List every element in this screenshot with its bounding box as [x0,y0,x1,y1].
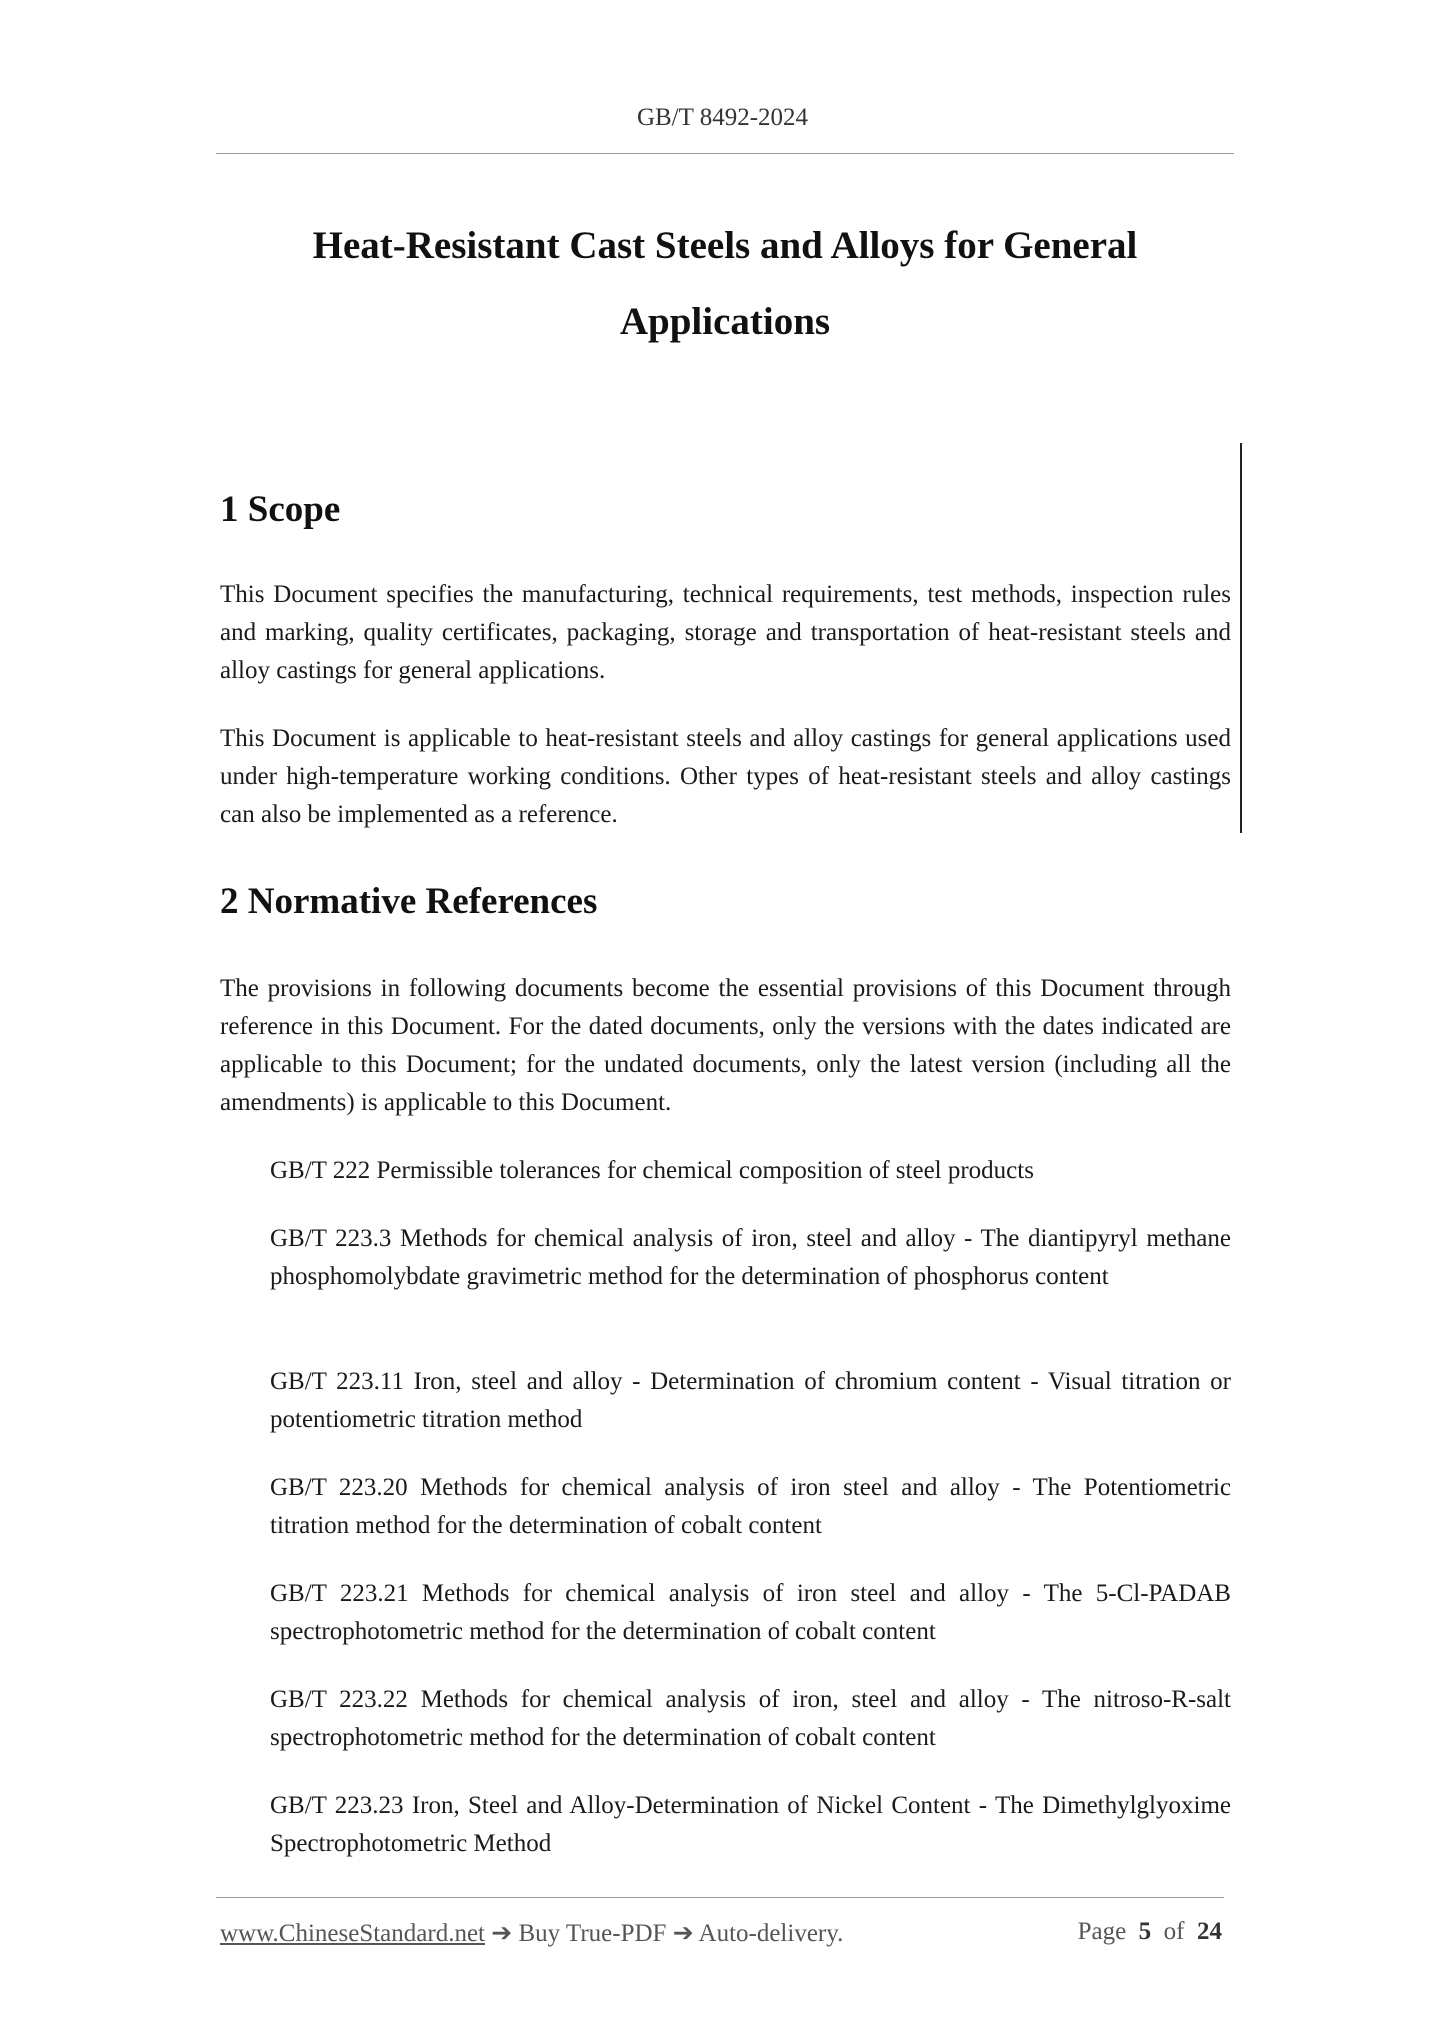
arrow-right-icon: ➔ [672,1920,694,1947]
site-link[interactable]: www.ChineseStandard.net [220,1920,485,1947]
reference-item: GB/T 223.20 Methods for chemical analysis of iron steel and alloy - The Potentiometric titration method for the determination of cobalt content [270,1474,1231,1539]
page-header-standard-number: GB/T 8492-2024 [636,104,809,131]
footer-promo [220,1918,843,1948]
footer-divider [216,1897,1224,1898]
page-indicator [1078,1918,1222,1946]
total-pages-number: 24 [1197,1918,1222,1945]
revision-change-bar [1240,443,1242,833]
document-title-line-2: Applications [619,300,831,343]
auto-delivery-text: Auto-delivery. [698,1920,844,1947]
section-heading-normative-references: 2 Normative References [220,881,598,922]
reference-item: GB/T 222 Permissible tolerances for chemical composition of steel products [270,1157,1034,1184]
document-title-line-1: Heat-Resistant Cast Steels and Alloys for General [312,224,1138,267]
scope-paragraph-2: This Document is applicable to heat-resistant steels and alloy castings for general applications used under high-temperature working conditions. Other types of heat-resistant steels and alloy castings can also be implemented as a reference. [220,725,1231,828]
reference-item: GB/T 223.3 Methods for chemical analysis of iron, steel and alloy - The diantipyryl methane phosphomolybdate gravimetric method for the determination of phosphorus content [270,1225,1231,1290]
of-label: of [1163,1918,1185,1945]
reference-item: GB/T 223.22 Methods for chemical analysis of iron, steel and alloy - The nitroso-R-salt spectrophotometric method for the determination of cobalt content [270,1686,1231,1751]
scope-paragraph-1: This Document specifies the manufacturing, technical requirements, test methods, inspection rules and marking, quality certificates, packaging, storage and transportation of heat-resistant steels and alloy castings for general applications. [220,581,1231,684]
buy-true-pdf-text: Buy True-PDF [518,1920,667,1947]
page-label: Page [1077,1918,1127,1945]
normative-intro-paragraph: The provisions in following documents become the essential provisions of this Document through reference in this Document. For the dated documents, only the versions with the dates indicated are applicable to this Document; for the undated documents, only the latest version (including all the amendments) is applicable to this Document. [220,975,1231,1116]
reference-item: GB/T 223.11 Iron, steel and alloy - Determination of chromium content - Visual titration or potentiometric titration method [270,1368,1231,1433]
reference-item: GB/T 223.23 Iron, Steel and Alloy-Determination of Nickel Content - The Dimethylglyoxime Spectrophotometric Method [270,1792,1231,1857]
document-title [216,208,1234,360]
section-heading-scope: 1 Scope [220,489,341,530]
current-page-number: 5 [1138,1918,1152,1945]
header-divider [216,153,1234,154]
reference-item: GB/T 223.21 Methods for chemical analysis of iron steel and alloy - The 5-Cl-PADAB spectrophotometric method for the determination of cobalt content [270,1580,1231,1645]
arrow-right-icon: ➔ [491,1920,513,1947]
